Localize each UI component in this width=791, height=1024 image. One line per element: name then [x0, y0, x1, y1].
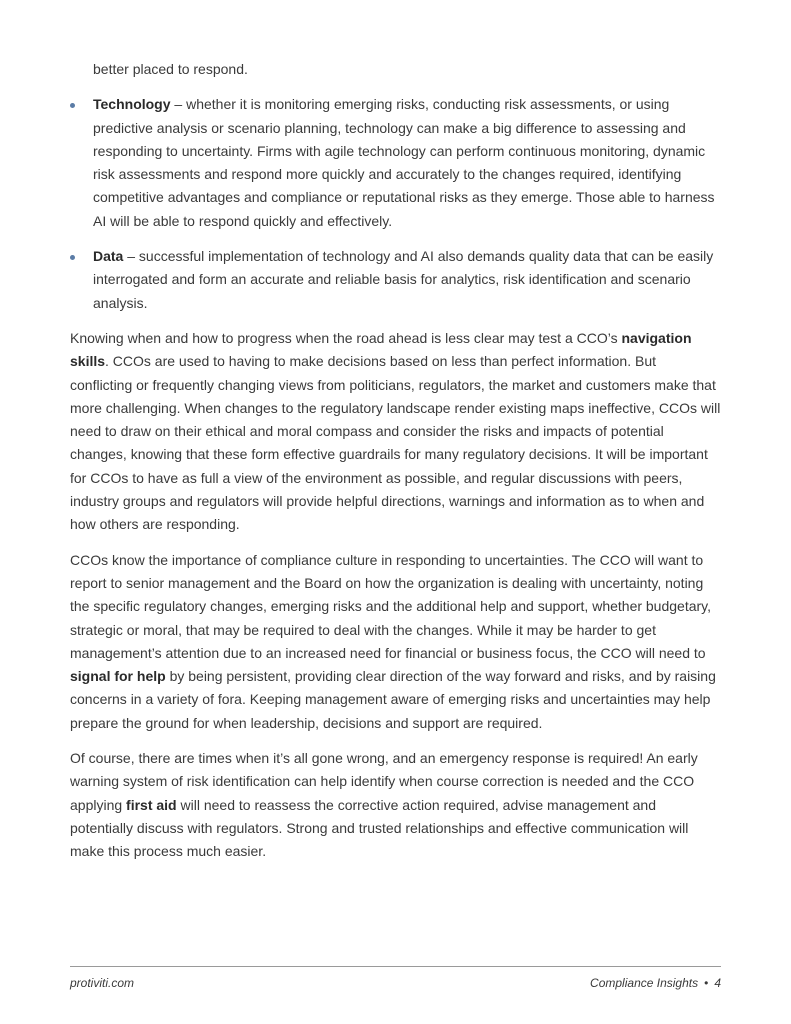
- footer-site-link[interactable]: protiviti.com: [70, 976, 135, 990]
- footer-separator: •: [704, 976, 709, 990]
- page-body: [70, 58, 722, 864]
- bullet-item-data: [70, 245, 722, 315]
- paragraph-bold: navigation skills: [70, 329, 692, 370]
- paragraph-signal-for-help: [70, 549, 722, 735]
- paragraph-text: . CCOs are used to having to make decisions based on less than perfect information. But conflicting or frequently changing views from politicians, regulators, the market and customers make that more challenging. When changes to the regulatory landscape render existing maps ineffective, CCOs will need to draw on their ethical and moral compass and consider the risks and impacts of potential changes, knowing that these form effective guardrails for many regulatory decisions. It will be important for CCOs to have as full a view of the environment as possible, and regular discussions with peers, industry groups and regulators will provide helpful directions, warnings and information as to when and how others are responding.: [70, 353, 721, 533]
- footer-publication-title: Compliance Insights: [590, 976, 699, 990]
- footer-publication: [590, 976, 721, 990]
- bullet-term: Technology: [93, 96, 171, 113]
- paragraph-text: Knowing when and how to progress when the road ahead is less clear may test a CCO’s: [70, 329, 622, 346]
- bullet-list: [70, 93, 722, 315]
- paragraph-bold: signal for help: [70, 668, 166, 685]
- paragraph-navigation-skills: [70, 327, 722, 537]
- page-number: 4: [714, 976, 721, 990]
- bullet-dot-icon: [70, 103, 75, 108]
- paragraph-bold: first aid: [126, 796, 177, 813]
- paragraph-first-aid: [70, 747, 722, 863]
- bullet-text: – whether it is monitoring emerging risks, conducting risk assessments, or using predictive analysis or scenario planning, technology can make a big difference to assessing and responding to uncertainty. Firms with agile technology can perform continuous monitoring, dynamic risk assessments and respond more quickly and accurately to the changes required, identifying competitive advantages and compliance or reputational risks as they emerge. Those able to harness AI will be able to respond quickly and effectively.: [93, 96, 715, 229]
- bullet-dot-icon: [70, 255, 75, 260]
- bullet-item-technology: [70, 93, 722, 233]
- paragraph-text: by being persistent, providing clear direction of the way forward and risks, and by raising concerns in a variety of fora. Keeping management aware of emerging risks and uncertainties may help prepare the ground for when leadership, decisions and support are required.: [70, 668, 716, 731]
- bullet-term: Data: [93, 248, 124, 265]
- bullet-text: – successful implementation of technology and AI also demands quality data that can be easily interrogated and form an accurate and reliable basis for analytics, risk identification and scenario analysis.: [93, 248, 714, 311]
- footer-divider: [70, 966, 721, 967]
- paragraph-text: Of course, there are times when it’s all gone wrong, and an emergency response is required! An early warning system of risk identification can help identify when course correction is needed and the CCO applying: [70, 750, 698, 813]
- lead-continuation: better placed to respond.: [93, 61, 248, 77]
- paragraph-text: will need to reassess the corrective action required, advise management and potentially discuss with regulators. Strong and trusted relationships and effective communication will make this process much easier.: [70, 796, 689, 860]
- paragraph-text: CCOs know the importance of compliance culture in responding to uncertainties. The CCO will want to report to senior management and the Board on how the organization is dealing with uncertainty, noting the specific regulatory changes, emerging risks and the additional help and support, whether budgetary, strategic or moral, that may be required to deal with the changes. While it may be harder to get management’s attention due to an increased need for financial or business focus, the CCO will need to: [70, 551, 712, 661]
